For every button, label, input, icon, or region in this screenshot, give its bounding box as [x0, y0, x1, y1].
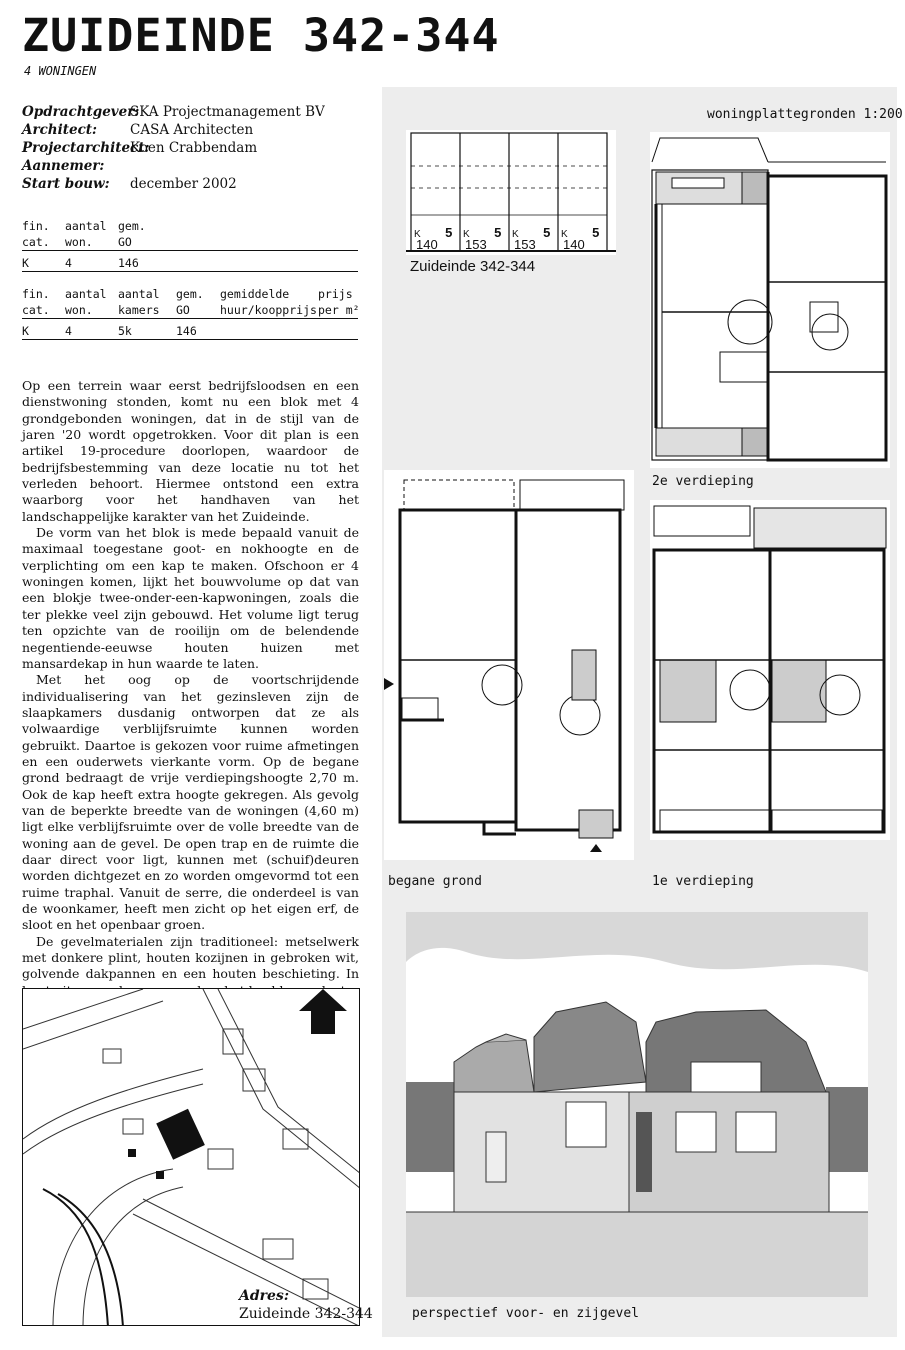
table-header-cell: aantal won. — [65, 287, 107, 317]
table-header-cell: gemiddelde huur/koopprijs — [220, 287, 317, 317]
unit-cat: K — [561, 229, 568, 240]
credit-label: Aannemer: — [22, 158, 105, 174]
unit-rooms: 5 — [543, 225, 551, 240]
table-cell: 146 — [118, 256, 139, 270]
floor-plan-2e-drawing — [650, 132, 890, 468]
floor2-caption: 2e verdieping — [652, 474, 754, 489]
address-value: Zuideinde 342-344 — [239, 1306, 373, 1322]
unit-cat: K — [414, 229, 421, 240]
credit-value: Koen Crabbendam — [130, 140, 258, 156]
unit-cat: K — [463, 229, 470, 240]
block-label: Zuideinde 342-344 — [410, 258, 536, 275]
body-paragraph: De gevelmaterialen zijn traditioneel: metselwerk met donkere plint, houten kozijnen in gebroken wit, golvende dakpannen en een houten beschieting. In — [22, 933, 359, 982]
body-paragraph: Op een terrein waar eerst bedrijfsloodsen en een dienstwoning stonden, komt nu een blok met 4 grondgebonden woningen, dat in de stijl van de jaren '20 wordt opgetrokken. Voor dit plan is een artikel 19-procedure doorlopen, waardoor de bedrijfsbestemming van deze locatie nu tot het verleden behoort. Hiermee ontstond een extra waarborg voor het handhaven van het landschappelijke karakter van het Zuideinde. — [22, 378, 359, 524]
body-paragraph: Met het oog op de voortschrijdende individualisering van het gezinsleven zijn de slaapkamers dusdanig ontworpen dat ze als volwaardige verblijfsruimte kunnen worden gebruikt. Daartoe is gekozen voor ruime afmetingen en een ouderwets vierkante vorm. Op de begane grond bedraagt de vrije verdiepingshoogte 2,70 m. Ook de kap heeft extra hoogte gekregen. Als gevolg van de beperkte breedte van de woningen (4,60 m) ligt elke verblijfsruimte over de volle breedte van de woning aan de gevel. De open trap en de ruimte die daar direct voor ligt, kunnen met (schuif)deuren worden dichtgezet en zo worden omgevormd tot een ruime traphal. Vanuit de serre, die onderdeel is van de woonkamer, heeft men zicht op het eigen erf, de sloot en het openbaar groen. — [22, 672, 359, 933]
table-header-cell: aantal kamers — [118, 287, 160, 317]
perspective-svg — [406, 912, 868, 1297]
unit-area: 140 — [563, 237, 585, 252]
credit-label: Projectarchitect: — [22, 140, 150, 156]
article-body — [22, 378, 359, 999]
page-subtitle: 4 WONINGEN — [24, 64, 97, 78]
table-cell: 4 — [65, 324, 72, 338]
table-cell: K — [22, 256, 29, 270]
body-paragraph: De vorm van het blok is mede bepaald vanuit de maximaal toegestane goot- en nokhoogte en de verplichting om een kap te maken. Ofschoon er 4 woningen komen, lijkt het bouwvolume op dat van een blokje twee-onder-een-kapwoningen, zoals die ter plekke veel zijn gebouwd. Het volume ligt terug ten opzichte van de rooilijn om de belendende negentiende-eeuwse houten huizen met mansardekap in hun waarde te laten. — [22, 525, 359, 671]
unit-area: 153 — [465, 237, 487, 252]
table-row — [22, 319, 358, 340]
floor1-caption: 1e verdieping — [652, 874, 754, 889]
credit-label: Start bouw: — [22, 176, 110, 192]
floor-plan-1e-drawing — [650, 500, 890, 840]
table-header-cell: prijs per m² — [318, 287, 360, 317]
credit-label: Opdrachtgever: — [22, 104, 140, 120]
location-map — [22, 988, 360, 1326]
unit-rooms: 5 — [592, 225, 600, 240]
floor-plan-1e-verdieping — [650, 500, 890, 840]
unit-area: 140 — [416, 237, 438, 252]
location-map-drawing — [23, 989, 360, 1326]
table-cell: 4 — [65, 256, 72, 270]
address-label: Adres: — [239, 1288, 289, 1304]
plans-scale-label: woningplattegronden 1:200 — [707, 107, 903, 122]
page-title: ZUIDEINDE 342-344 — [22, 9, 500, 62]
perspective-drawing — [406, 912, 868, 1297]
housing-table-1 — [22, 218, 358, 272]
table-header-cell: fin. cat. — [22, 287, 50, 317]
credit-value: CASA Architecten — [130, 122, 254, 138]
unit-rooms: 5 — [494, 225, 502, 240]
table-header — [22, 218, 358, 251]
table-cell: 146 — [176, 324, 197, 338]
table-header — [22, 286, 358, 319]
unit-rooms: 5 — [445, 225, 453, 240]
table-row — [22, 251, 358, 272]
table-cell: K — [22, 324, 29, 338]
unit-cat: K — [512, 229, 519, 240]
perspective-caption: perspectief voor- en zijgevel — [412, 1306, 639, 1321]
table-header-cell: gem. GO — [176, 287, 204, 317]
floor-plan-ground-drawing — [384, 470, 634, 860]
floor-plan-2e-verdieping — [650, 132, 890, 468]
housing-table-2 — [22, 286, 358, 340]
table-header-cell: fin. cat. — [22, 219, 50, 249]
credit-value: december 2002 — [130, 176, 237, 192]
floor-plan-begane-grond — [384, 470, 634, 860]
table-header-cell: aantal won. — [65, 219, 107, 249]
table-header-cell: gem. GO — [118, 219, 146, 249]
table-cell: 5k — [118, 324, 132, 338]
credit-value: SKA Projectmanagement BV — [130, 104, 325, 120]
credit-label: Architect: — [22, 122, 98, 138]
unit-area: 153 — [514, 237, 536, 252]
ground-floor-caption: begane grond — [388, 874, 482, 889]
